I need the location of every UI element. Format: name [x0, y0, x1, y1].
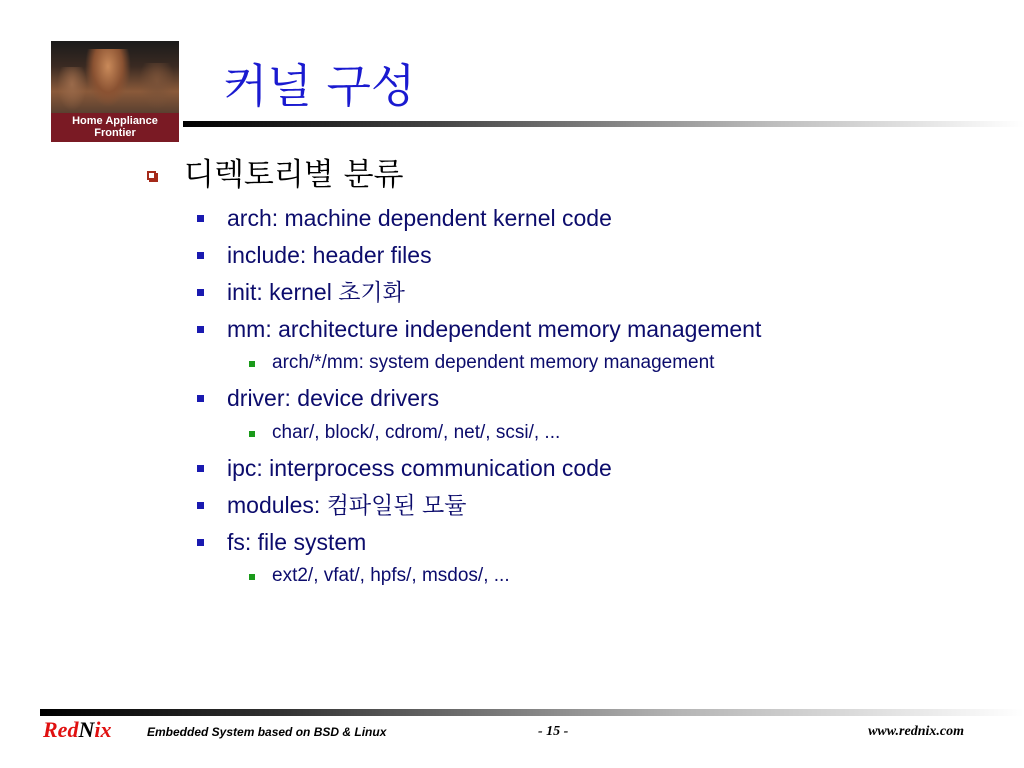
list-item-text: init: kernel 초기화 — [227, 279, 405, 305]
square-bullet-icon — [249, 431, 255, 437]
square-bullet-icon — [197, 326, 204, 333]
square-bullet-icon — [197, 465, 204, 472]
list-item-text: ext2/, vfat/, hpfs/, msdos/, ... — [272, 565, 510, 586]
logo-caption — [51, 113, 179, 142]
page-number: - 15 - — [538, 724, 569, 739]
list-item-text: char/, block/, cdrom/, net/, scsi/, ... — [272, 422, 561, 443]
title-divider — [183, 121, 1024, 127]
slide-title: 커널 구성 — [223, 59, 416, 113]
list-item-text: mm: architecture independent memory management — [227, 316, 762, 342]
brand-red-part-2: ix — [94, 717, 112, 742]
square-bullet-icon — [249, 361, 255, 367]
sprinters-photo — [51, 41, 179, 113]
list-item-text: arch/*/mm: system dependent memory management — [272, 352, 715, 373]
section-heading: 디렉토리별 분류 — [184, 157, 404, 193]
square-bullet-icon — [197, 395, 204, 402]
home-appliance-logo — [51, 41, 179, 142]
rednix-logo — [43, 716, 111, 744]
square-bullet-icon — [197, 289, 204, 296]
footer-url: www.rednix.com — [868, 724, 964, 739]
footer-divider — [40, 709, 1024, 716]
brand-black-part: N — [78, 717, 95, 742]
list-item-text: arch: machine dependent kernel code — [227, 205, 612, 231]
checkbox-bullet-icon — [147, 171, 156, 180]
list-item-text: fs: file system — [227, 529, 367, 555]
list-item-text: include: header files — [227, 242, 432, 268]
square-bullet-icon — [197, 252, 204, 259]
square-bullet-icon — [197, 502, 204, 509]
footer-subtitle: Embedded System based on BSD & Linux — [147, 725, 387, 739]
brand-red-part: Red — [43, 717, 79, 742]
logo-line-2: Frontier — [94, 127, 136, 139]
list-item-text: modules: 컴파일된 모듈 — [227, 492, 467, 518]
square-bullet-icon — [197, 539, 204, 546]
list-item-text: ipc: interprocess communication code — [227, 455, 612, 481]
logo-line-1: Home Appliance — [72, 115, 158, 127]
square-bullet-icon — [197, 215, 204, 222]
list-item-text: driver: device drivers — [227, 385, 440, 411]
square-bullet-icon — [249, 574, 255, 580]
